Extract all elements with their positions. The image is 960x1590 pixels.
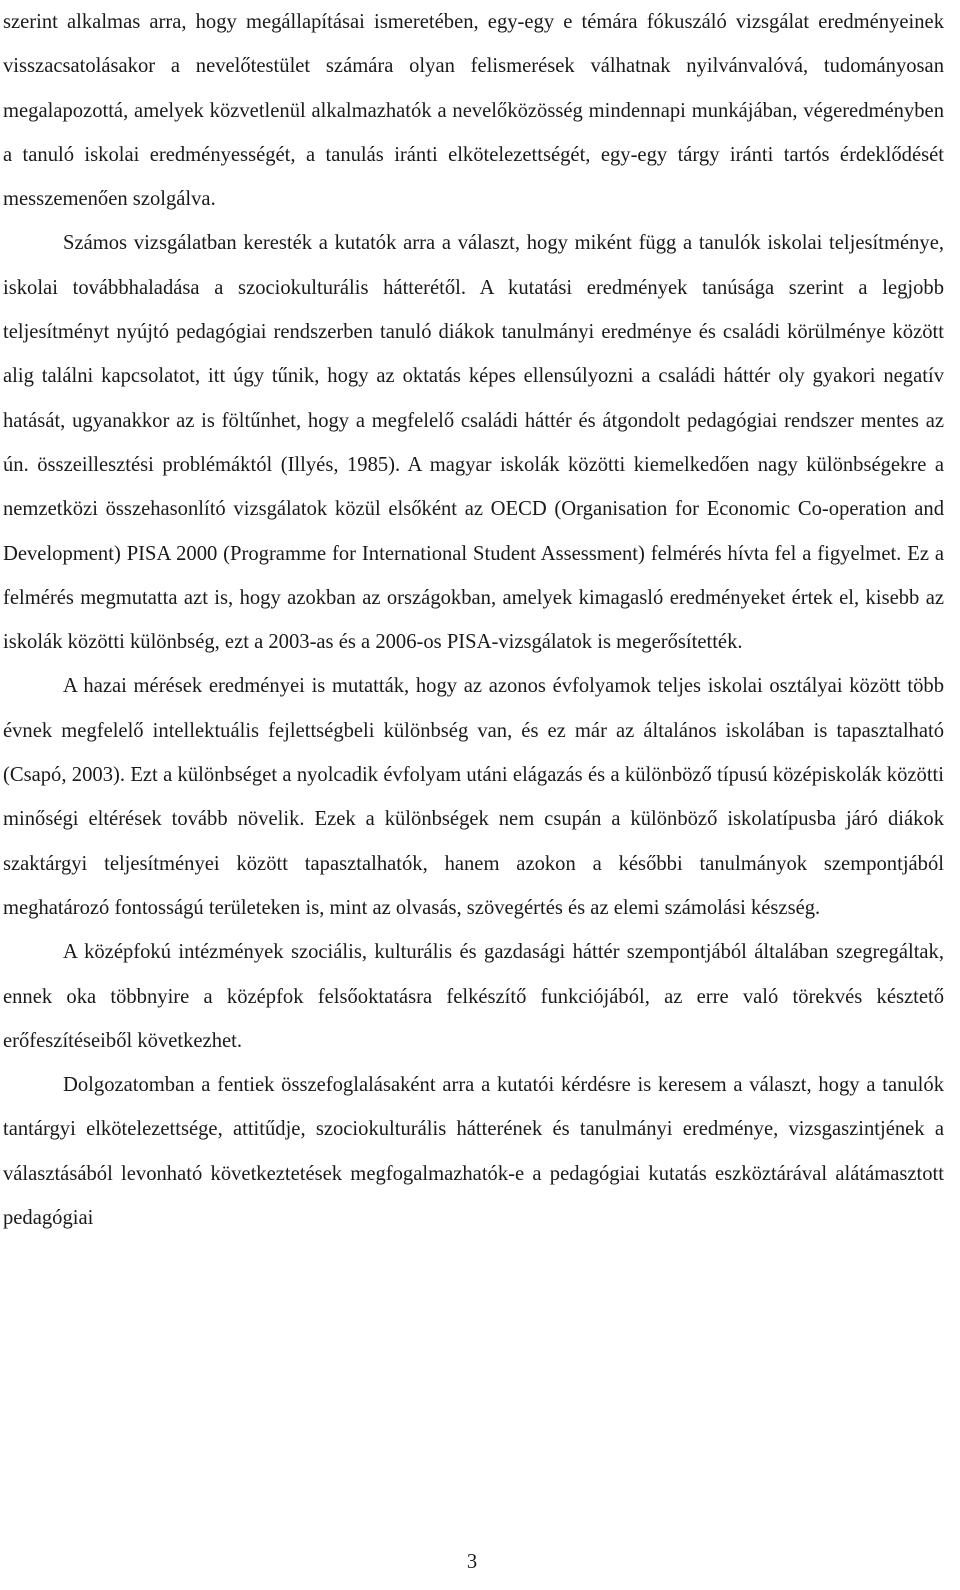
paragraph-3: A hazai mérések eredményei is mutatták, hogy az azonos évfolyamok teljes iskolai osztályai között több évnek megfelelő intellektuális fejlettségbeli különbség van, és ez már az általános iskolában is tapasztalható (Csapó, 2003). Ezt a különbséget a nyolcadik évfolyam utáni elágazás és a különböző típusú középiskolák közötti minőségi eltérések tovább növelik. Ezek a különbségek nem csupán a különböző iskolatípusba járó diákok szaktárgyi teljesítményei között tapasztalhatók, hanem azokon a későbbi tanulmányok szempontjából meghatározó fontosságú területeken is, mint az olvasás, szövegértés és az elemi számolási készség. bbox=[3, 675, 944, 919]
paragraph-1: szerint alkalmas arra, hogy megállapításai ismeretében, egy-egy e témára fókuszáló vizsgálat eredményeinek visszacsatolásakor a nevelőtestület számára olyan felismerések válhatnak nyilvánvalóvá, tudományosan megalapozottá, amelyek közvetlenül alkalmazhatók a nevelőközösség mindennapi munkájában, végeredményben a tanuló iskolai eredményességét, a tanulás iránti elkötelezettségét, egy-egy tárgy iránti tartós érdeklődését messzemenően szolgálva. bbox=[3, 11, 944, 211]
paragraph-2: Számos vizsgálatban keresték a kutatók arra a választ, hogy miként függ a tanulók iskolai teljesítménye, iskolai továbbhaladása a szociokulturális hátterétől. A kutatási eredmények tanúsága szerint a legjobb teljesítményt nyújtó pedagógiai rendszerben tanuló diákok tanulmányi eredménye és családi körülménye között alig találni kapcsolatot, itt úgy tűnik, hogy az oktatás képes ellensúlyozni a családi háttér oly gyakori negatív hatását, ugyanakkor az is föltűnhet, hogy a megfelelő családi háttér és átgondolt pedagógiai rendszer mentes az ún. összeillesztési problémáktól (Illyés, 1985). A magyar iskolák közötti kiemelkedően nagy különbségekre a nemzetközi összehasonlító vizsgálatok közül elsőként az OECD (Organisation for Economic Co-operation and Development) PISA 2000 (Programme for International Student Assessment) felmérés hívta fel a figyelmet. Ez a felmérés megmutatta azt is, hogy azokban az országokban, amelyek kimagasló eredményeket értek el, kisebb az iskolák közötti különbség, ezt a 2003-as és a 2006-os PISA-vizsgálatok is megerősítették. bbox=[3, 232, 944, 654]
page-number: 3 bbox=[466, 1551, 478, 1573]
document-body bbox=[3, 0, 944, 1240]
paragraph-4: A középfokú intézmények szociális, kulturális és gazdasági háttér szempontjából általában szegregáltak, ennek oka többnyire a középfok felsőoktatásra felkészítő funkciójából, az erre való törekvés késztető erőfeszítéseiből következhet. bbox=[3, 941, 944, 1052]
paragraph-5: Dolgozatomban a fentiek összefoglalásaként arra a kutatói kérdésre is keresem a választ, hogy a tanulók tantárgyi elkötelezettsége, attitűdje, szociokulturális hátterének és tanulmányi eredménye, vizsgaszintjének a választásából levonható következtetések megfogalmazhatók-e a pedagógiai kutatás eszköztárával alátámasztott pedagógiai bbox=[3, 1074, 944, 1230]
